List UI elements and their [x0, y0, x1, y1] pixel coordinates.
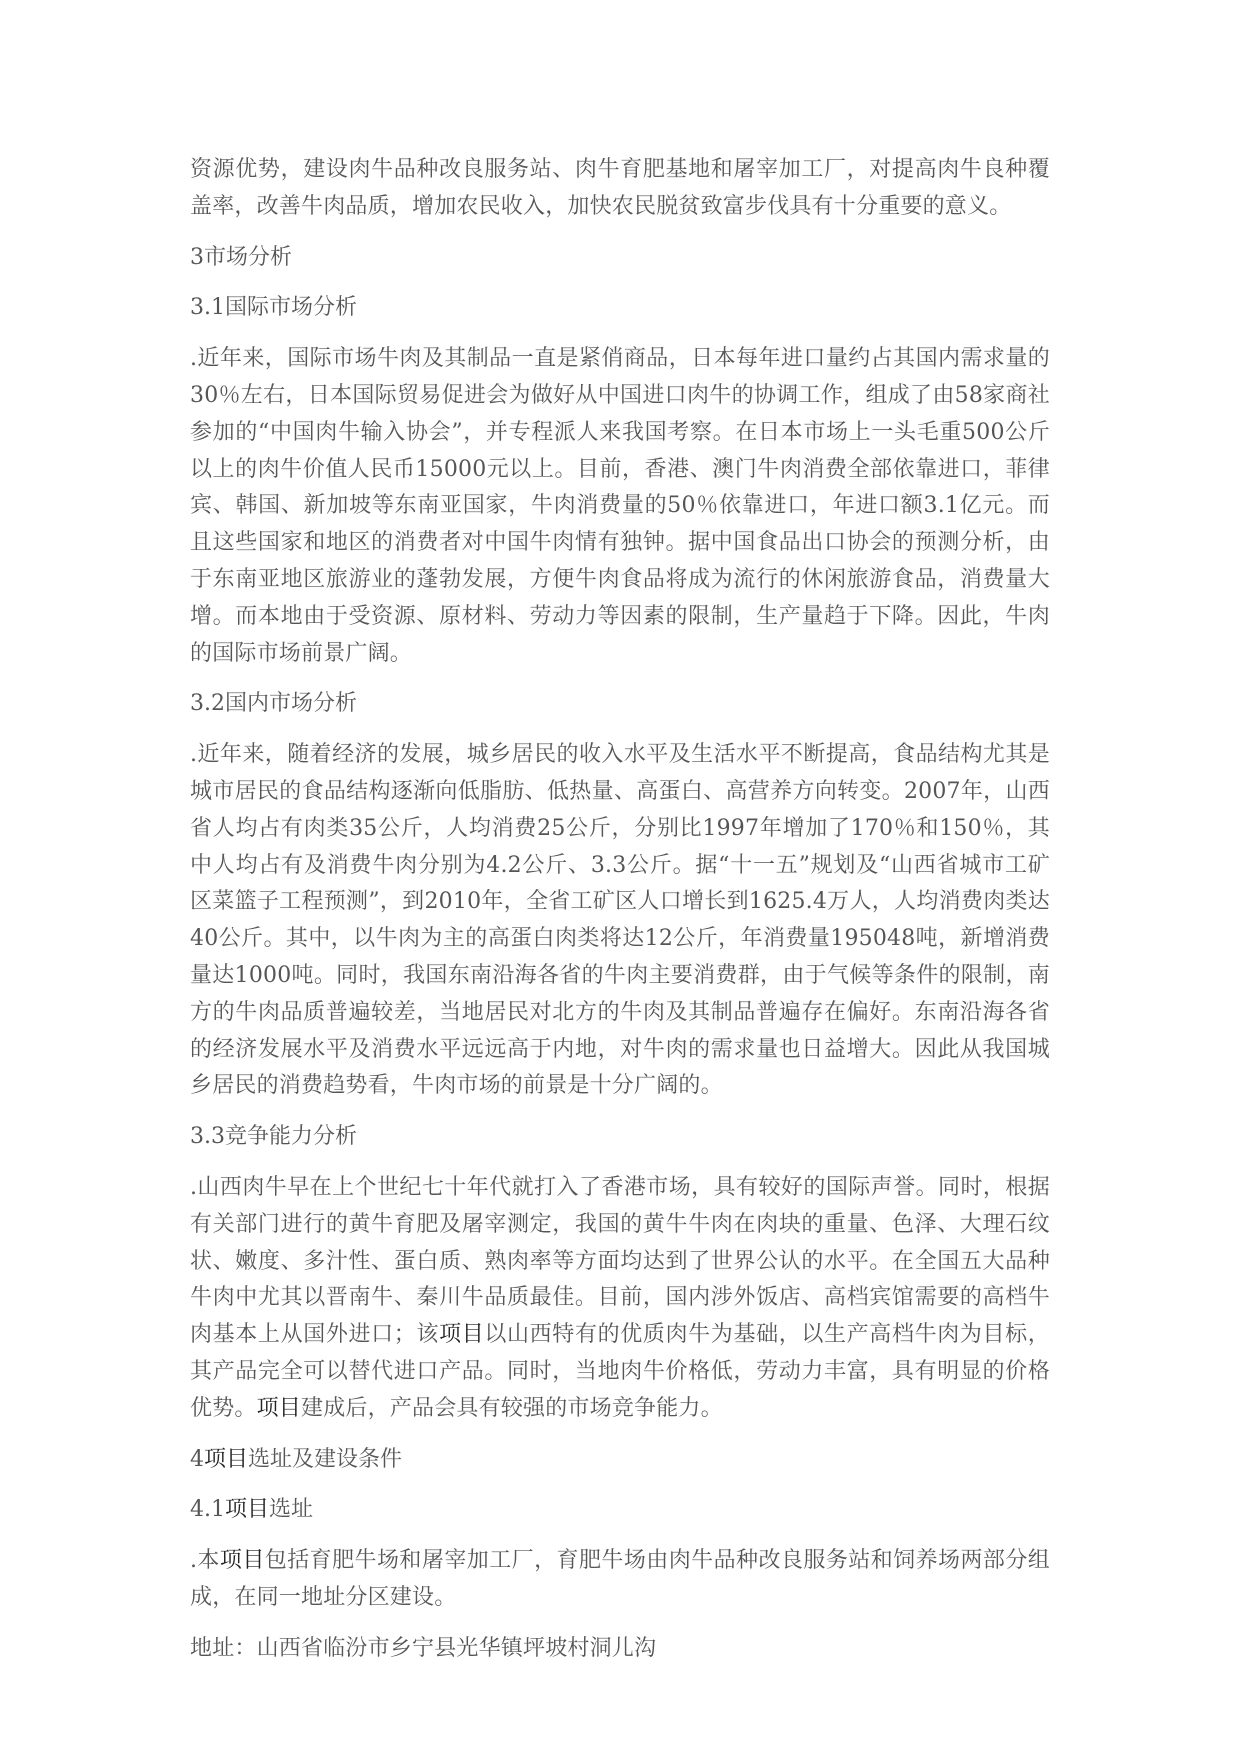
- project-site-text-part-1: .本: [190, 1548, 220, 1574]
- subsection-heading-project-site: [190, 1492, 1050, 1529]
- subsection-heading-competitiveness: 3.3竞争能力分析: [190, 1124, 357, 1150]
- paragraph-international-market: .近年来，国际市场牛肉及其制品一直是紧俏商品，日本每年进口量约占其国内需求量的30％左右，日本国际贸易促进会为做好从中国进口肉牛的协调工作，组成了由58家商社参加的“中国肉牛输入协会”，并专程派人来我国考察。在日本市场上一头毛重500公斤以上的肉牛价值人民币15000元以上。目前，香港、澳门牛肉消费全部依靠进口，菲律宾、韩国、新加坡等东南亚国家，牛肉消费量的50％依靠进口，年进口额3.1亿元。而且这些国家和地区的消费者对中国牛肉情有独钟。据中国食品出口协会的预测分析，由于东南亚地区旅游业的蓬勃发展，方便牛肉食品将成为流行的休闲旅游食品，消费量大增。而本地由于受资源、原材料、劳动力等因素的限制，生产量趋于下降。因此，牛肉的国际市场前景广阔。: [190, 346, 1050, 666]
- section-number: 4: [190, 1446, 204, 1472]
- paragraph-project-site: [190, 1543, 1050, 1617]
- subsection-heading-domestic-market: 3.2国内市场分析: [190, 691, 357, 717]
- competitiveness-text-part-1: .山西肉牛早在上个世纪七十年代就打入了香港市场，具有较好的国际声誉。同时，根据有关部门进行的黄牛育肥及屠宰测定，我国的黄牛牛肉在肉块的重量、色泽、大理石纹状、嫩度、多汁性、蛋白质、熟肉率等方面均达到了世界公认的水平。在全国五大品种牛肉中尤其以晋南牛、秦川牛品质最佳。目前，国内涉外饭店、高档宾馆需要的高档牛肉基本上从国外进口；该: [190, 1174, 1050, 1348]
- paragraph-address: 地址：山西省临汾市乡宁县光华镇坪坡村洞儿沟: [190, 1635, 657, 1661]
- subsection-heading-international-market: 3.1国际市场分析: [190, 295, 357, 321]
- project-site-text-part-2: 包括育肥牛场和屠宰加工厂，育肥牛场由肉牛品种改良服务站和饲养场两部分组成，在同一地址分区建设。: [190, 1548, 1050, 1610]
- paragraph-domestic-market: .近年来，随着经济的发展，城乡居民的收入水平及生活水平不断提高，食品结构尤其是城市居民的食品结构逐渐向低脂肪、低热量、高蛋白、高营养方向转变。2007年，山西省人均占有肉类35公斤，人均消费25公斤，分别比1997年增加了170％和150％，其中人均占有及消费牛肉分别为4.2公斤、3.3公斤。据“十一五”规划及“山西省城市工矿区菜篮子工程预测”，到2010年，全省工矿区人口增长到1625.4万人，人均消费肉类达40公斤。其中，以牛肉为主的高蛋白肉类将达12公斤，年消费量195048吨，新增消费量达1000吨。同时，我国东南沿海各省的牛肉主要消费群，由于气候等条件的限制，南方的牛肉品质普遍较差，当地居民对北方的牛肉及其制品普遍存在偏好。东南沿海各省的经济发展水平及消费水平远远高于内地，对牛肉的需求量也日益增大。因此从我国城乡居民的消费趋势看，牛肉市场的前景是十分广阔的。: [190, 742, 1050, 1099]
- section-heading-text: 选址及建设条件: [248, 1446, 403, 1472]
- section-heading-market-analysis: 3市场分析: [190, 244, 292, 270]
- competitiveness-text-part-3: 建成后，产品会具有较强的市场竞争能力。: [301, 1395, 723, 1421]
- keyword-project: 项目: [256, 1395, 302, 1421]
- competitiveness-text-part-2: 以山西特有的优质肉牛为基础，以生产高档牛肉为目标，其产品完全可以替代进口产品。同时，当地肉牛价格低，劳动力丰富，具有明显的价格优势。: [190, 1322, 1050, 1421]
- section-heading-site-selection: [190, 1442, 1050, 1479]
- keyword-project: 项目: [225, 1497, 270, 1523]
- paragraph-competitiveness: [190, 1170, 1050, 1428]
- keyword-project: 项目: [204, 1446, 249, 1472]
- intro-paragraph: 资源优势，建设肉牛品种改良服务站、肉牛育肥基地和屠宰加工厂，对提高肉牛良种覆盖率，改善牛肉品质，增加农民收入，加快农民脱贫致富步伐具有十分重要的意义。: [190, 157, 1050, 219]
- keyword-project: 项目: [219, 1548, 265, 1574]
- document-body: [190, 150, 1050, 1681]
- keyword-project: 项目: [439, 1322, 485, 1348]
- subsection-number: 4.1: [190, 1497, 225, 1523]
- subsection-heading-text: 选址: [269, 1497, 314, 1523]
